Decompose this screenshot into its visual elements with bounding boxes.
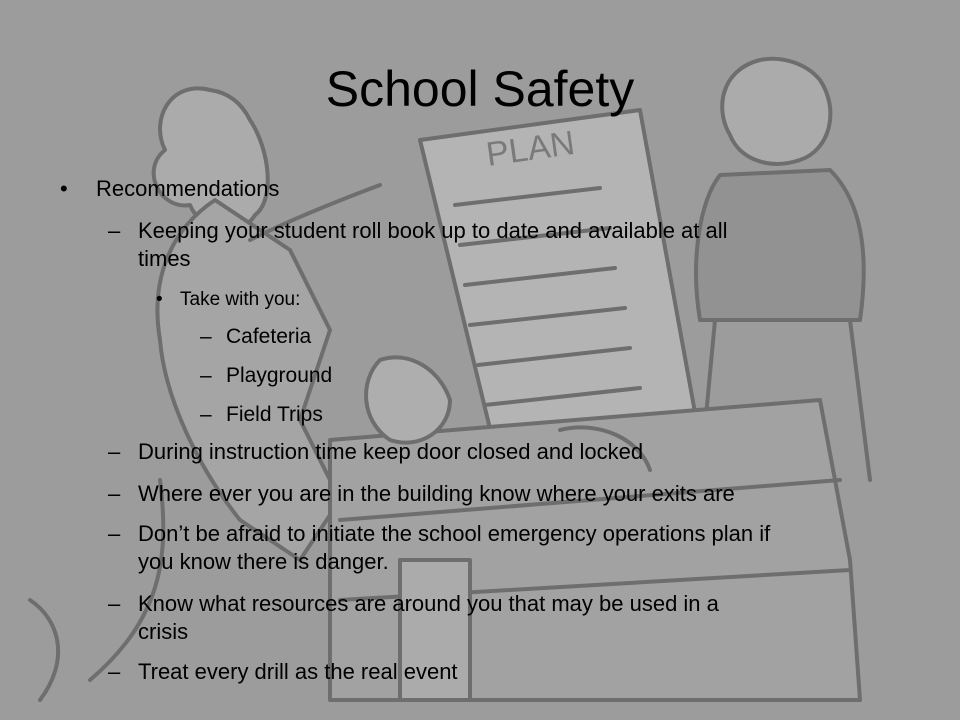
illustration-plan-text: PLAN (483, 123, 578, 174)
bullet-marker: • (156, 289, 163, 310)
dash-marker: – (108, 439, 121, 464)
bullet-roll-book-cont: times (138, 246, 191, 271)
bullet-door-closed: During instruction time keep door closed and locked (138, 439, 644, 464)
dash-marker: – (200, 325, 212, 348)
dash-marker: – (108, 218, 121, 243)
bullet-playground: Playground (226, 364, 333, 387)
bullet-resources: Know what resources are around you that may be used in a (138, 591, 719, 616)
slide-title: School Safety (325, 61, 635, 117)
bullet-roll-book: Keeping your student roll book up to date and available at all (138, 218, 728, 243)
dash-marker: – (108, 481, 121, 506)
bullet-recommendations: Recommendations (96, 176, 280, 201)
bullet-emergency-plan: Don’t be afraid to initiate the school emergency operations plan if (138, 521, 771, 546)
dash-marker: – (108, 659, 121, 684)
bullet-resources-cont: crisis (138, 619, 189, 644)
dash-marker: – (200, 364, 212, 387)
bullet-emergency-plan-cont: you know there is danger. (138, 549, 389, 574)
bullet-drill: Treat every drill as the real event (138, 659, 458, 684)
bullet-know-exits: Where ever you are in the building know where your exits are (138, 481, 735, 506)
dash-marker: – (108, 591, 121, 616)
bullet-field-trips: Field Trips (226, 403, 323, 426)
dash-marker: – (200, 403, 212, 426)
bullet-take-with-you: Take with you: (180, 289, 301, 310)
bullet-marker: • (60, 176, 68, 201)
bullet-cafeteria: Cafeteria (226, 325, 312, 348)
dash-marker: – (108, 521, 121, 546)
